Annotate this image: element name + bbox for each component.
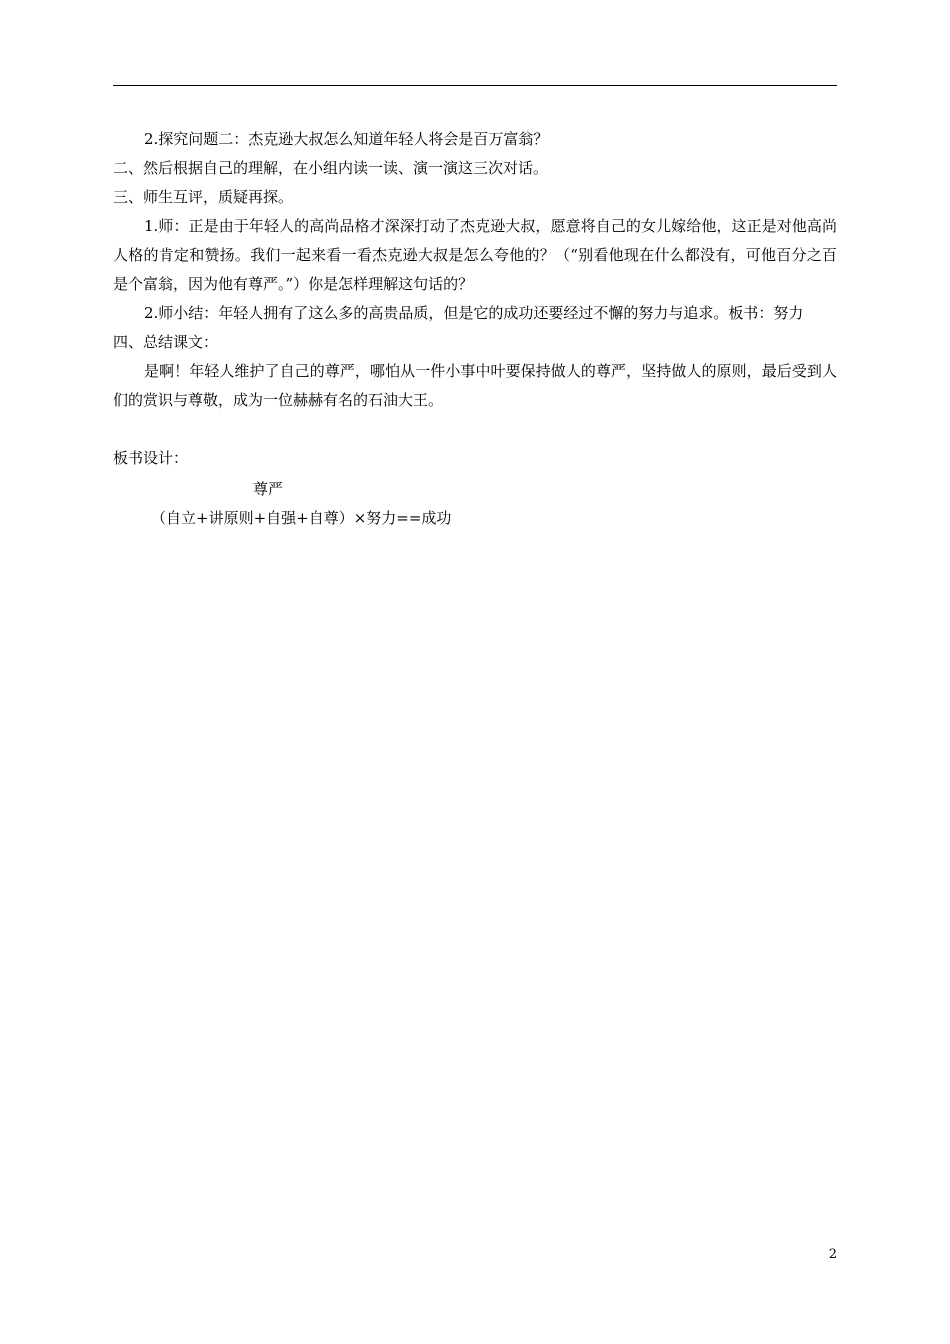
board-design-title: 板书设计： xyxy=(113,449,189,467)
spacer xyxy=(113,415,837,444)
paragraph-section-two: 二、然后根据自己的理解，在小组内读一读、演一演这三次对话。 xyxy=(113,159,549,177)
paragraph-section-four: 四、总结课文： xyxy=(113,333,219,351)
paragraph-teacher-summary: 2.师小结：年轻人拥有了这么多的高贵品质，但是它的成功还要经过不懈的努力与追求。板书：努力 xyxy=(144,304,804,322)
header-rule xyxy=(113,85,837,86)
paragraph-teacher-remark: 1.师：正是由于年轻人的高尚品格才深深打动了杰克逊大叔，愿意将自己的女儿嫁给他，这正是对他高尚人格的肯定和赞扬。我们一起来看一看杰克逊大叔是怎么夸他的？（“别看他现在什么都没有，可他百分之百是个富翁，因为他有尊严。”）你是怎样理解这句话的？ xyxy=(113,217,837,293)
page-number: 2 xyxy=(828,1247,837,1262)
board-design-formula: （自立+讲原则+自强+自尊）×努力==成功 xyxy=(151,509,452,527)
paragraph-section-three: 三、师生互评，质疑再探。 xyxy=(113,188,294,206)
paragraph-conclusion: 是啊！年轻人维护了自己的尊严，哪怕从一件小事中叶要保持做人的尊严，坚持做人的原则，最后受到人们的赏识与尊敬，成为一位赫赫有名的石油大王。 xyxy=(113,362,837,409)
document-body xyxy=(113,125,837,533)
board-design-word: 尊严 xyxy=(253,480,284,498)
paragraph-question-two: 2.探究问题二：杰克逊大叔怎么知道年轻人将会是百万富翁？ xyxy=(144,130,549,148)
